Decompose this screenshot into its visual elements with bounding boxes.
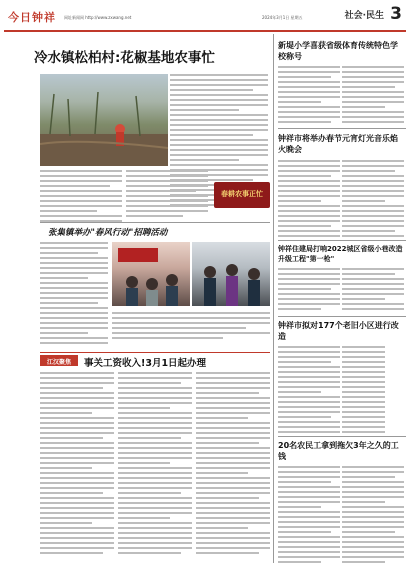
second-text-left [40,242,108,347]
second-headline: 张集镇举办"春风行动"招聘活动 [48,228,168,238]
decorative-stamp [214,182,270,208]
second-photo-1 [112,242,190,306]
right-rule-1 [278,128,406,129]
right-text-2b [342,160,404,240]
policy-badge [40,355,78,366]
policy-text-col1 [40,372,114,557]
right-headline-5: 20名农民工拿到拖欠3年之久的工钱 [278,441,399,461]
right-text-5b [342,466,404,566]
policy-text-col2 [118,372,192,557]
column-divider [273,34,274,563]
lead-headline: 冷水镇松柏村:花椒基地农事忙 [34,50,215,66]
right-headline-1: 新堤小学喜获省级体育传统特色学校称号 [278,41,398,61]
right-text-3a [278,268,340,313]
right-headline-4: 钟祥市拟对177个老旧小区进行改造 [278,321,399,341]
section-rule [40,222,270,223]
right-text-4a [278,346,340,436]
right-text-5a [278,466,340,566]
second-photo-2 [192,242,270,306]
right-headline-2: 钟祥市将举办春节元宵灯光音乐焰火晚会 [278,134,398,154]
right-headline-3: 钟祥住建局打响2022城区省级小巷改造升级工程"第一枪" [278,245,403,263]
lead-text-col1 [40,170,122,225]
right-text-2a [278,160,340,240]
right-text-1b [342,66,404,126]
lead-text-col2 [126,170,208,220]
issue-date: 2024年3月1日 星期五 [262,15,303,20]
lead-photo [40,74,168,166]
policy-rule [40,352,270,353]
second-text-right [112,312,270,342]
edition-info: 网址新闻网 http://www.zxwang.net [64,15,132,20]
right-rule-2 [278,240,406,241]
section-name: 社会·民生 [344,11,384,21]
right-rule-4 [278,436,406,437]
right-rule-3 [278,316,406,317]
policy-text-col3 [196,372,270,557]
page-number: 3 [390,4,402,24]
right-text-4b [342,346,404,436]
policy-headline: 事关工资收入!3月1日起办理 [84,358,207,369]
right-text-1a [278,66,340,126]
masthead-logo: 今日钟祥 [8,11,56,24]
policy-badge-text: 江汉聚焦 [46,359,71,366]
right-text-3b [342,268,404,313]
page-header [4,4,406,32]
stamp-text: 春耕农事正忙 [221,189,263,198]
